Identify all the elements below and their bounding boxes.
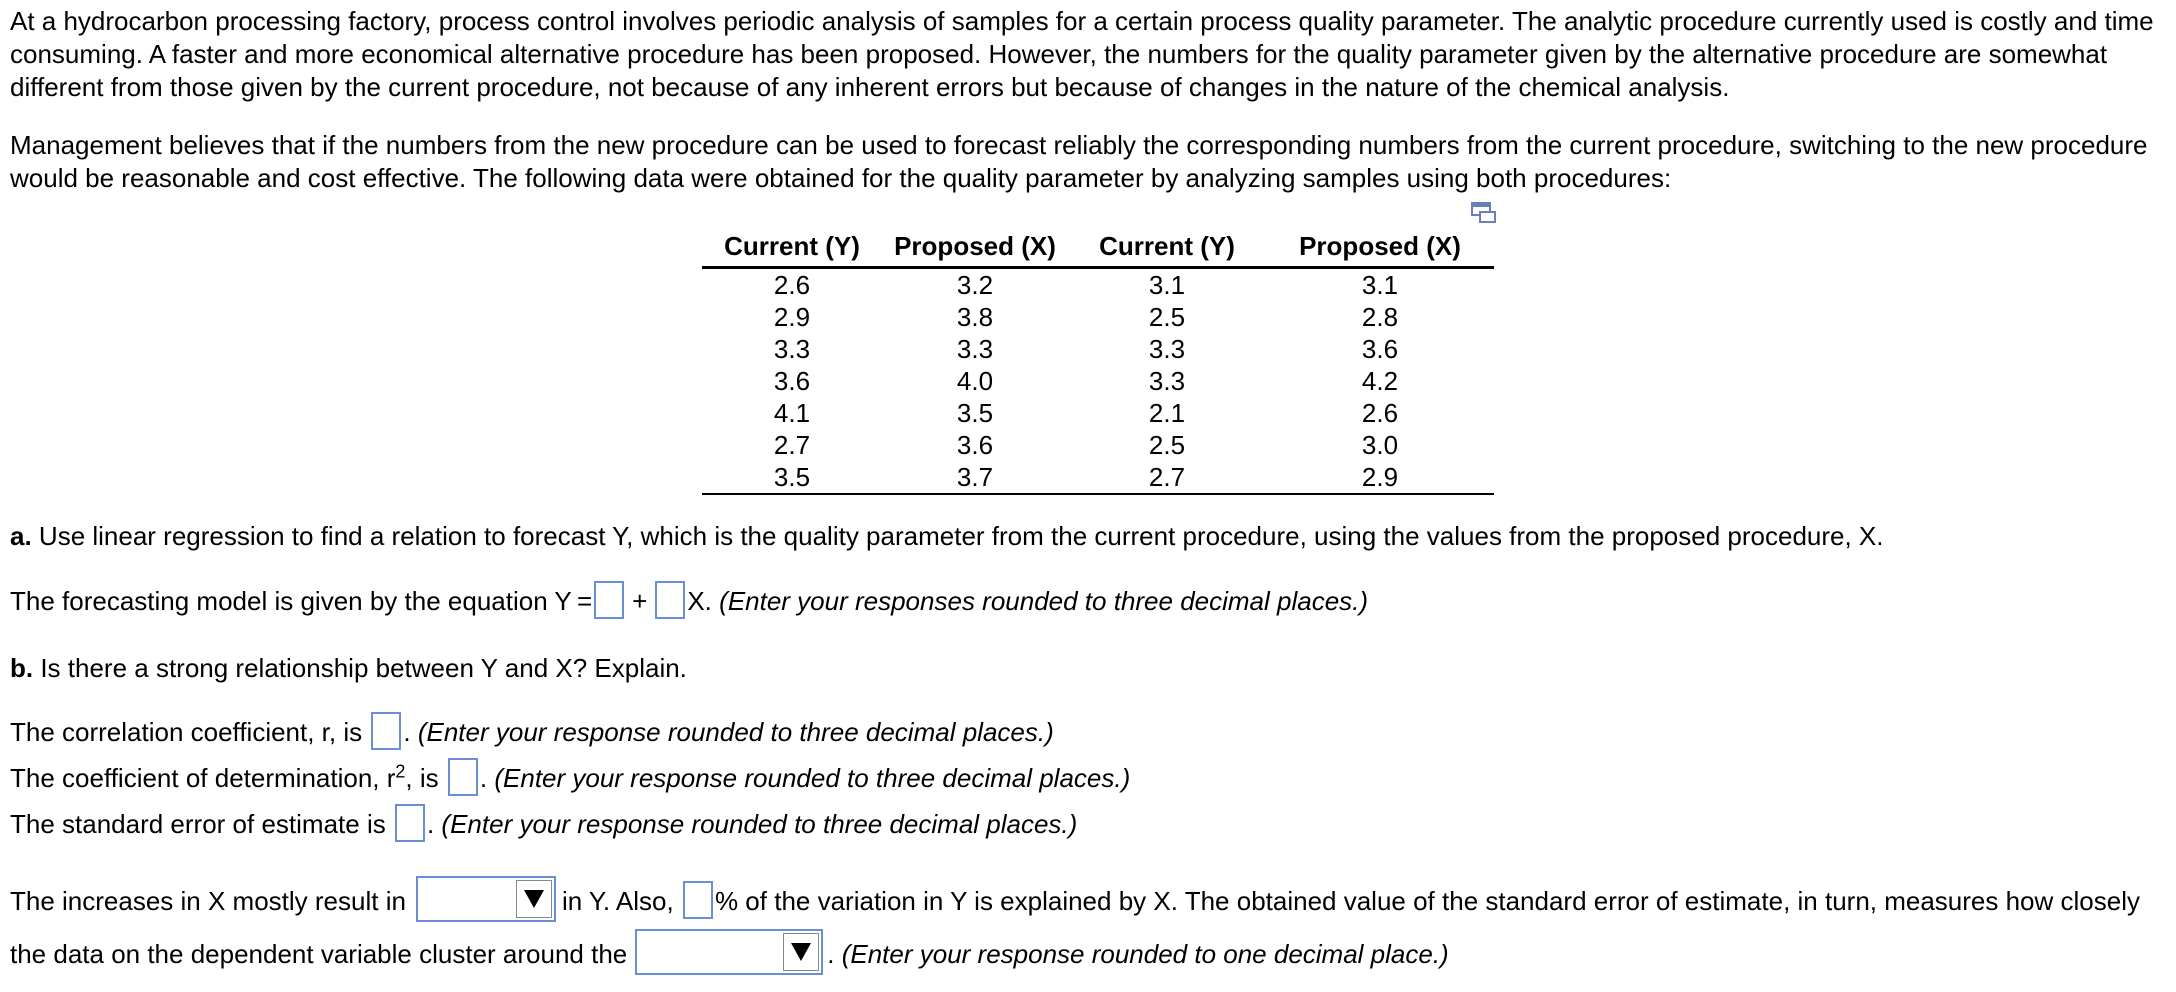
intro-paragraph-1: At a hydrocarbon processing factory, process control involves periodic analysis of samples for a certain process quality parameter. The analytic procedure currently used is costly and time consuming. A faster and more economical alternative procedure has been proposed. However, the numbers for the quality parameter given by the alternative procedure are somewhat different from those given by the current procedure, not because of any inherent errors but because of changes in the nature of the chemical analysis.	[10, 6, 2154, 102]
part-a-text: Use linear regression to find a relation to forecast Y, which is the quality parameter from the current procedure, using the values from the proposed procedure, X.	[31, 521, 1884, 551]
correlation-input[interactable]	[371, 712, 401, 750]
increase-line	[10, 884, 2140, 922]
table-row	[702, 429, 1494, 461]
table-cell: 3.6	[956, 430, 994, 460]
determination-hint: (Enter your response rounded to three decimal places.)	[494, 763, 1131, 793]
determination-mid: , is	[405, 763, 439, 793]
col-header-current-y-2: Current (Y)	[1068, 228, 1266, 268]
chevron-down-icon[interactable]	[516, 880, 552, 918]
standard-error-prefix: The standard error of estimate is	[10, 809, 386, 839]
increase-mid: in Y. Also,	[561, 885, 674, 916]
part-b-text: Is there a strong relationship between Y and X? Explain.	[33, 653, 687, 683]
equation-plus: +	[632, 586, 648, 616]
slope-input[interactable]	[655, 581, 685, 619]
table-cell: 3.3	[1148, 366, 1186, 396]
determination-prefix: The coefficient of determination, r	[10, 763, 396, 793]
determination-superscript: 2	[395, 761, 406, 782]
table-row	[702, 461, 1494, 494]
chevron-down-icon[interactable]	[783, 933, 819, 971]
table-cell: 2.6	[1361, 398, 1399, 428]
period: .	[426, 809, 435, 839]
table-cell: 4.2	[1361, 366, 1399, 396]
table-cell: 3.3	[956, 334, 994, 364]
correlation-prefix: The correlation coefficient, r, is	[10, 717, 363, 747]
standard-error-input[interactable]	[395, 804, 425, 842]
table-cell: 3.0	[1361, 430, 1399, 460]
table-cell: 2.9	[1266, 461, 1494, 494]
table-cell: 3.6	[1361, 334, 1399, 364]
period: .	[403, 717, 411, 747]
part-b-label: b.	[10, 653, 34, 683]
table-row	[702, 268, 1494, 302]
copy-table-icon[interactable]	[1471, 202, 1497, 224]
cluster-line	[10, 937, 1449, 975]
determination-line	[10, 762, 1130, 796]
table-row	[702, 397, 1494, 429]
table-cell: 3.5	[956, 398, 994, 428]
table-cell: 2.5	[1148, 302, 1186, 332]
table-cell: 2.7	[1068, 461, 1266, 494]
increase-prefix: The increases in X mostly result in	[10, 885, 406, 916]
cluster-hint: (Enter your response rounded to one decimal place.)	[841, 938, 1449, 969]
table-cell: 4.1	[773, 398, 811, 428]
period: .	[479, 763, 488, 793]
intercept-input[interactable]	[594, 581, 624, 619]
table-cell: 3.2	[956, 270, 994, 300]
table-cell: 2.5	[1148, 430, 1186, 460]
determination-input[interactable]	[448, 758, 478, 796]
table-row	[702, 365, 1494, 397]
table-cell: 2.9	[773, 302, 811, 332]
table-cell: 3.3	[773, 334, 811, 364]
cluster-prefix: the data on the dependent variable cluster around the	[10, 938, 628, 969]
equation-line	[10, 585, 1368, 619]
equation-suffix: X.	[687, 586, 712, 616]
correlation-hint: (Enter your response rounded to three decimal places.)	[417, 717, 1054, 747]
col-header-current-y-1: Current (Y)	[702, 228, 882, 268]
standard-error-hint: (Enter your response rounded to three decimal places.)	[441, 809, 1078, 839]
increase-suffix: % of the variation in Y is explained by X. The obtained value of the standard error of estimate, in turn, measures how closely	[714, 885, 2140, 916]
standard-error-line	[10, 808, 1077, 842]
table-cell: 2.8	[1361, 302, 1399, 332]
table-cell: 3.1	[1148, 270, 1186, 300]
col-header-proposed-x-2: Proposed (X)	[1266, 228, 1494, 268]
table-cell: 3.6	[773, 366, 811, 396]
data-table	[702, 228, 1494, 495]
col-header-proposed-x-1: Proposed (X)	[882, 228, 1068, 268]
correlation-line	[10, 716, 1054, 750]
equation-prefix: The forecasting model is given by the equation Y =	[10, 586, 593, 616]
table-cell: 4.0	[956, 366, 994, 396]
part-a-label: a.	[10, 521, 32, 551]
table-cell: 3.3	[1148, 334, 1186, 364]
part-b-question	[10, 652, 687, 685]
percent-variation-input[interactable]	[683, 881, 713, 919]
table-cell: 2.7	[773, 430, 811, 460]
intro-paragraph-2: Management believes that if the numbers from the new procedure can be used to forecast reliably the corresponding numbers from the current procedure, switching to the new procedure would be reasonable and cost effective. The following data were obtained for the quality parameter by analyzing samples using both procedures:	[10, 130, 2148, 193]
increase-dropdown[interactable]	[416, 876, 556, 922]
period: .	[827, 938, 835, 969]
table-cell: 3.5	[702, 461, 882, 494]
table-row	[702, 301, 1494, 333]
table-cell: 3.8	[956, 302, 994, 332]
table-cell: 3.7	[882, 461, 1068, 494]
equation-hint: (Enter your responses rounded to three decimal places.)	[719, 586, 1369, 616]
table-header-row	[702, 228, 1494, 268]
cluster-dropdown[interactable]	[635, 929, 823, 975]
table-cell: 2.1	[1148, 398, 1186, 428]
table-row	[702, 333, 1494, 365]
table-cell: 3.1	[1361, 270, 1399, 300]
part-a-question	[10, 520, 1884, 553]
table-cell: 2.6	[773, 270, 811, 300]
